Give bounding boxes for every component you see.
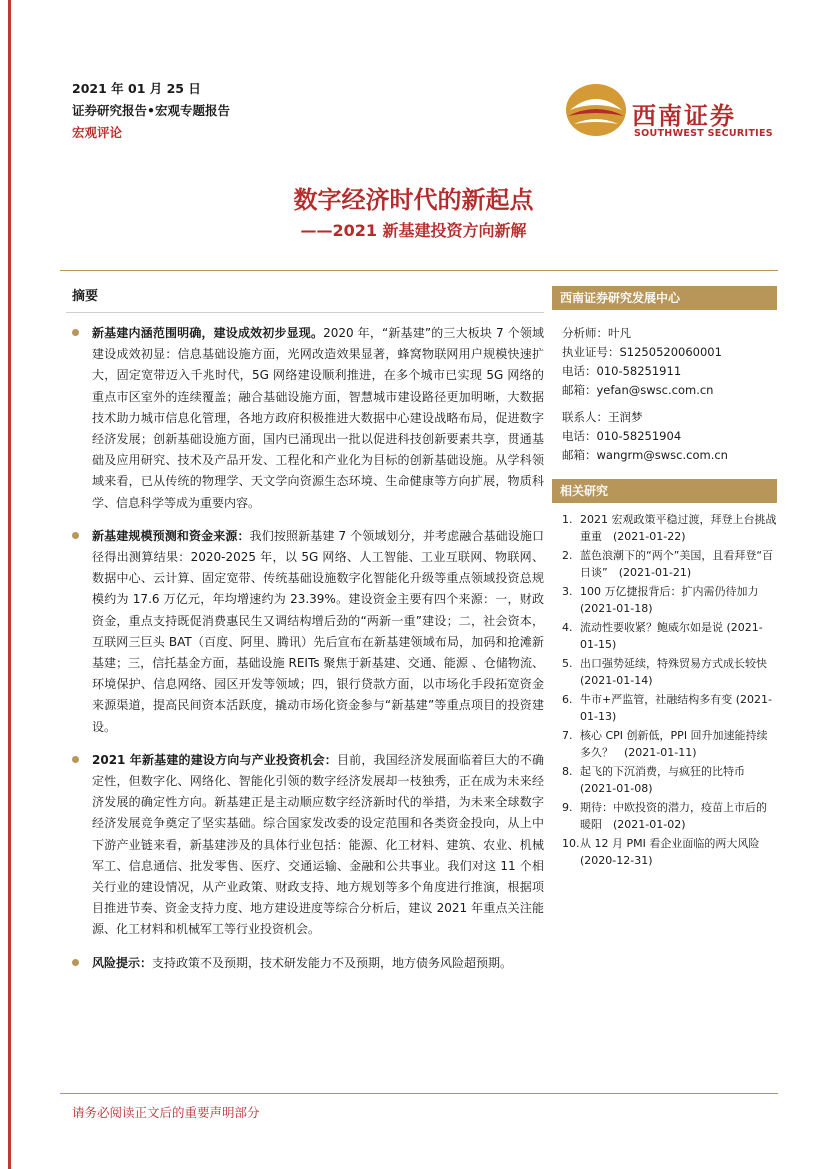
paragraph-text: 我们按照新基建 7 个领域划分，并考虑融合基础设施口径得出测算结果：2020-2025 年，以 5G 网络、人工智能、工业互联网、物联网、数据中心、云计算、固定宽带、传统基础设施数字化智能化升级等重点领域投资总规模约为 17.6 万亿元，年均增速约为 23.39%。建设资金主要有四个来源：一，财政资金，重点支持既促消费惠民生又调结构增后劲的“两新一重”建设；二，社会资本，互联网三巨头 BAT（百度、阿里、腾讯）先后宣布在新基建领域布局，加码和抢滩新基建；三，信托基金方面，基础设施 REITs 聚焦于新基建、交通、能源 、仓储物流、环境保护、信息网络、园区开发等领域；四，银行贷款方面，以市场化手段拓宽资金来源渠道，提高民间资本活跃度，撬动市场化资金参与“新基建”等重点项目的投资建设。 (92, 528, 544, 734)
abstract-section (66, 285, 544, 986)
footer-divider (60, 1093, 778, 1094)
report-type: 证券研究报告•宏观专题报告 (72, 103, 230, 118)
related-research (552, 479, 777, 869)
bullet-dot-icon (72, 532, 79, 539)
paragraph-lead: 风险提示： (92, 955, 153, 970)
paragraph-lead: 2021 年新基建的建设方向与产业投资机会： (92, 752, 337, 767)
related-item[interactable]: 1. 2021 宏观政策平稳过渡，拜登上台挑战重重 (2021-01-22) (562, 513, 777, 543)
contact-email[interactable]: 邮箱：wangrm@swsc.com.cn (562, 448, 728, 462)
bullet-dot-icon (72, 756, 79, 763)
license-number: 执业证号：S1250520060001 (562, 345, 722, 359)
analyst-email[interactable]: 邮箱：yefan@swsc.com.cn (562, 383, 714, 397)
logo-english-name: SOUTHWEST SECURITIES (634, 128, 773, 139)
bullet-dot-icon (72, 329, 79, 336)
paragraph-lead: 新基建规模预测和资金来源： (92, 528, 250, 543)
related-item[interactable]: 4. 流动性要收紧？鲍威尔如是说 (2021-01-15) (562, 621, 763, 651)
logo-chinese-name: 西南证券 (632, 101, 736, 130)
related-research-heading: 相关研究 (552, 479, 777, 503)
analyst-name: 分析师：叶凡 (562, 326, 631, 340)
report-date: 2021 年 01 月 25 日 (72, 81, 201, 96)
report-title: 数字经济时代的新起点 (293, 185, 534, 214)
paragraph-text: 2020 年，“新基建”的三大板块 7 个领域建设成效初显：信息基础设施方面，光网改造效果显著，蜂窝物联网用户规模快速扩大，固定宽带迈入千兆时代，5G 网络建设顺利推进，在多个城市已实现 5G 网络的重点市区室外的连续覆盖；融合基础设施方面，智慧城市建设路径更加明晰，大数据技术助力城市信息化管理，各地方政府积极推进大数据中心建设战略布局，促进数字经济发展；创新基础设施方面，国内已涌现出一批以促进科技创新要素共享，贯通基础及应用研究、技术及产品开发、工程化和产业化为目标的创新基础设施。从学科领域来看，已从传统的物理学、天文学向资源生态环境、生命健康等方向扩展，物质科学、信息科学等成为重要内容。 (92, 326, 544, 510)
abstract-paragraph (66, 323, 544, 514)
header-divider (60, 270, 778, 271)
abstract-paragraph (66, 750, 544, 941)
sidebar (552, 286, 777, 871)
related-research-list (552, 511, 777, 869)
contact-phone: 电话：010-58251904 (562, 429, 682, 443)
research-center-heading: 西南证券研究发展中心 (552, 286, 777, 310)
bullet-dot-icon (72, 959, 79, 966)
paragraph-text: 支持政策不及预期，技术研发能力不及预期，地方债务风险超预期。 (152, 955, 513, 970)
report-meta (72, 78, 230, 144)
abstract-paragraph (66, 526, 544, 738)
analyst-contact (552, 324, 777, 465)
paragraph-text: 目前，我国经济发展面临着巨大的不确定性，但数字化、网络化、智能化引领的数字经济发展却一枝独秀，正在成为未来经济发展的确定性方向。新基建正是主动顺应数字经济新时代的举措，为未来全球数字经济发展竞争奠定了坚实基础。综合国家发改委的设定范围和各类资金投向，从上中下游产业链来看，新基建涉及的具体行业包括：能源、化工材料、建筑、农业、机械军工、信息通信、批发零售、医疗、交通运输、金融和公共事业。我们对这 11 个相关行业的建设情况，从产业政策、财政支持、地方规划等多个角度进行推演，根据项目推进节奏、资金支持力度、地方建设进度等综合分析后，建议 2021 年重点关注能源、化工材料和机械军工等行业投资机会。 (92, 752, 545, 937)
footer-notice: 请务必阅读正文后的重要声明部分 (72, 1105, 260, 1120)
related-item[interactable]: 8. 起飞的下沉消费，与疯狂的比特币 (2021-01-08) (562, 765, 745, 795)
related-item[interactable]: 9. 期待：中欧投资的潜力，疫苗上市后的暖阳 (2021-01-02) (562, 801, 767, 831)
related-item[interactable]: 2. 蓝色浪潮下的“两个”美国，且看拜登“百日谈” (2021-01-21) (562, 549, 774, 579)
report-subtitle: ——2021 新基建投资方向新解 (300, 221, 527, 240)
related-item[interactable]: 10. 从 12 月 PMI 看企业面临的两大风险 (2020-12-31) (562, 837, 760, 867)
related-item[interactable]: 7. 核心 CPI 创新低，PPI 回升加速能持续多久？ (2021-01-11) (562, 729, 768, 759)
contact-name: 联系人：王润梦 (562, 410, 643, 424)
related-item[interactable]: 5. 出口强势延续，特殊贸易方式成长较快 (2021-01-14) (562, 657, 767, 687)
abstract-divider (66, 312, 544, 313)
abstract-heading: 摘要 (72, 289, 99, 304)
report-category: 宏观评论 (72, 125, 123, 140)
analyst-phone: 电话：010-58251911 (562, 364, 682, 378)
related-item[interactable]: 6. 牛市+严监管，社融结构多有变 (2021-01-13) (562, 693, 772, 723)
related-item[interactable]: 3. 100 万亿捷报背后：扩内需仍待加力 (2021-01-18) (562, 585, 759, 615)
abstract-paragraph (66, 953, 544, 974)
paragraph-lead: 新基建内涵范围明确，建设成效初步显现。 (92, 326, 324, 340)
left-accent-bar (8, 0, 11, 1169)
